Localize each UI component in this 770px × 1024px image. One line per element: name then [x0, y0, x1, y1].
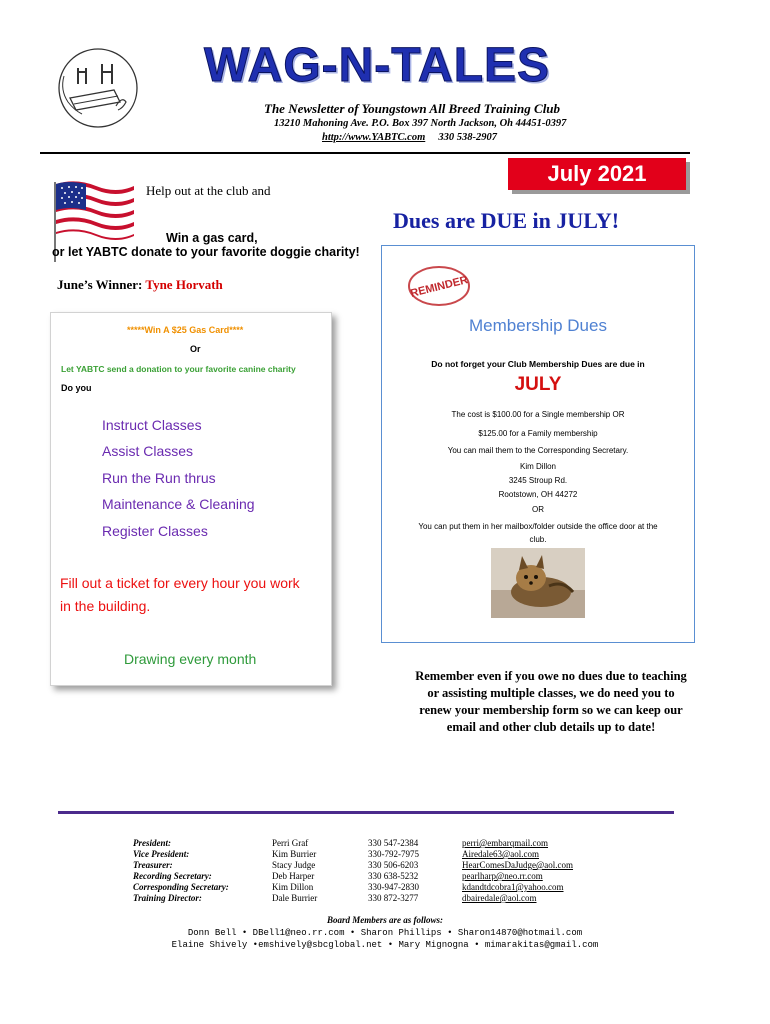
dues-month: JULY [514, 374, 562, 395]
officer-name: Deb Harper [272, 871, 315, 881]
renew-note-line: renew your membership form so we can keep our [419, 703, 683, 717]
officer-role: Vice President: [133, 849, 190, 859]
dues-detail-line: You can mail them to the Corresponding Secretary. [447, 446, 629, 455]
dues-headline: Dues are DUE in JULY! [393, 208, 620, 233]
officer-name: Dale Burrier [272, 893, 318, 903]
renew-note-line: Remember even if you owe no dues due to teaching [415, 669, 687, 683]
winner-name: Tyne Horvath [145, 277, 223, 292]
officer-phone: 330-792-7975 [368, 849, 419, 859]
club-contact [322, 132, 497, 143]
winner-line [57, 277, 223, 293]
flyer-fill-ticket-line: in the building. [60, 598, 151, 614]
officer-email-link[interactable]: dbairedale@aol.com [462, 893, 537, 903]
officer-phone: 330 638-5232 [368, 871, 419, 881]
gas-card-line: Win a gas card, [166, 231, 258, 245]
officer-role: Training Director: [133, 893, 202, 903]
yorkie-dog-photo [491, 548, 585, 618]
board-members-heading: Board Members are as follows: [326, 915, 443, 925]
flyer-task-item: Assist Classes [102, 443, 194, 459]
issue-date-banner: July 2021 [508, 158, 686, 190]
raffle-flyer [50, 312, 332, 686]
flyer-headline: *****Win A $25 Gas Card**** [127, 325, 244, 335]
donate-charity-line: or let YABTC donate to your favorite doggie charity! [52, 245, 360, 259]
dues-detail-line: The cost is $100.00 for a Single membership OR [451, 410, 625, 419]
dues-detail-line: Kim Dillon [519, 462, 556, 471]
help-out-text: Help out at the club and [146, 183, 271, 198]
officer-role: Recording Secretary: [133, 871, 212, 881]
reminder-stamp-icon [404, 262, 474, 310]
officer-phone: 330-947-2830 [368, 882, 419, 892]
officer-email-link[interactable]: perri@embarqmail.com [462, 838, 549, 848]
board-members-line: Elaine Shively •emshively@sbcglobal.net • Mary Mignogna • mimarakitas@gmail.com [171, 940, 599, 950]
winner-label: June’s Winner: [57, 277, 143, 292]
officer-phone: 330 547-2384 [368, 838, 419, 848]
dues-detail-line: Rootstown, OH 44272 [498, 490, 578, 499]
dues-card-heading: Membership Dues [469, 316, 607, 335]
dues-detail-line: club. [529, 535, 547, 544]
dues-reminder-line: Do not forget your Club Membership Dues are due in [431, 359, 645, 369]
flyer-task-item: Maintenance & Cleaning [102, 496, 255, 512]
club-address: 13210 Mahoning Ave. P.O. Box 397 North Jackson, Oh 44451-0397 [274, 118, 567, 129]
newsletter-title: WAG-N-TALES [204, 39, 551, 92]
flyer-task-item: Run the Run thrus [102, 470, 216, 486]
flyer-do-you: Do you [61, 383, 92, 393]
flyer-task-item: Register Classes [102, 523, 208, 539]
officer-name: Kim Burrier [272, 849, 317, 859]
flyer-fill-ticket-line: Fill out a ticket for every hour you work [60, 575, 300, 591]
dues-detail-line: OR [532, 505, 544, 514]
club-phone: 330 538-2907 [438, 132, 498, 143]
board-members-line: Donn Bell • DBell1@neo.rr.com • Sharon Phillips • Sharon14870@hotmail.com [187, 928, 583, 938]
officer-role: President: [133, 838, 171, 848]
stamp-text: REMINDER [409, 274, 470, 300]
flyer-or: Or [190, 344, 201, 354]
officer-email-link[interactable]: kdandtdcobra1@yahoo.com [462, 882, 564, 892]
officer-role: Corresponding Secretary: [133, 882, 229, 892]
newsletter-subtitle: The Newsletter of Youngstown All Breed Training Club [264, 101, 561, 116]
club-website-link[interactable]: http://www.YABTC.com [322, 132, 426, 143]
footer-divider [58, 811, 674, 814]
dues-detail-line: $125.00 for a Family membership [478, 429, 598, 438]
flyer-drawing-note: Drawing every month [124, 651, 257, 667]
officer-role: Treasurer: [133, 860, 173, 870]
officer-email-link[interactable]: pearlharp@neo.rr.com [462, 871, 543, 881]
renew-note-line: or assisting multiple classes, we do need you to [427, 686, 675, 700]
dog-agility-logo-icon [56, 46, 140, 130]
officer-phone: 330 506-6203 [368, 860, 419, 870]
membership-dues-card [381, 245, 695, 643]
officer-name: Stacy Judge [272, 860, 316, 870]
renew-note-line: email and other club details up to date! [446, 720, 656, 734]
officer-email-link[interactable]: HearComesDaJudge@aol.com [462, 860, 574, 870]
flyer-donate-line: Let YABTC send a donation to your favorite canine charity [61, 364, 296, 374]
dues-detail-line: 3245 Stroup Rd. [508, 476, 568, 485]
dues-detail-line: You can put them in her mailbox/folder outside the office door at the [418, 522, 658, 531]
officer-name: Perri Graf [272, 838, 309, 848]
flyer-task-item: Instruct Classes [102, 417, 202, 433]
officer-email-link[interactable]: Airedale63@aol.com [462, 849, 540, 859]
renew-membership-note [392, 668, 710, 736]
officer-phone: 330 872-3277 [368, 893, 419, 903]
officer-name: Kim Dillon [272, 882, 314, 892]
masthead-divider [40, 152, 690, 154]
